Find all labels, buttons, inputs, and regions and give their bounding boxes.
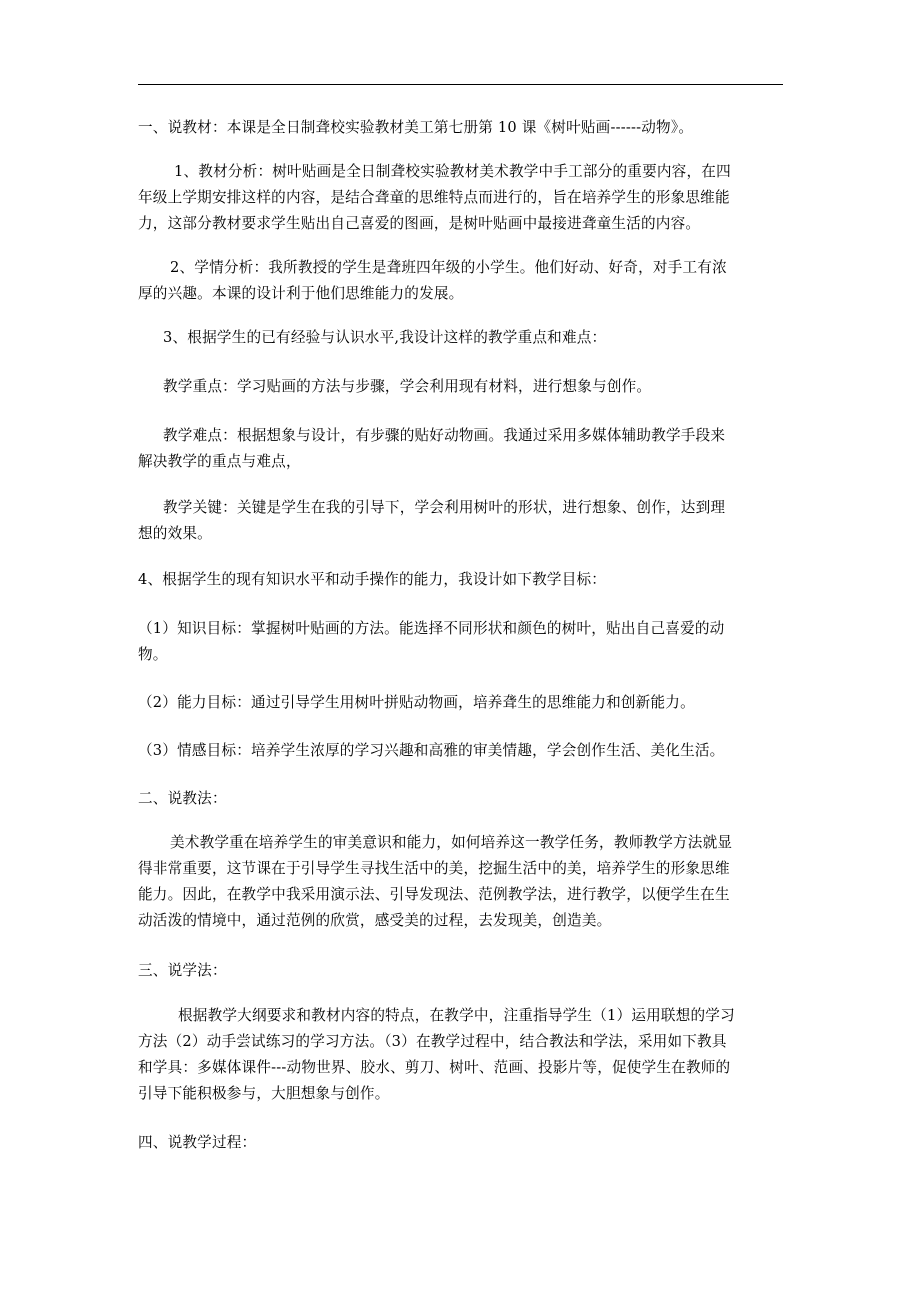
text-line: 引导下能积极参与，大胆想象与创作。 <box>138 1085 390 1102</box>
teaching-difficulty <box>138 423 784 475</box>
teaching-method-paragraph <box>138 830 784 934</box>
text-line: 年级上学期安排这样的内容，是结合聋童的思维特点而进行的，旨在培养学生的形象思维能 <box>138 189 730 206</box>
header-rule <box>138 84 783 85</box>
text-line: 一、说教材：本课是全日制聋校实验教材美工第七册第 10 课《树叶贴画------动物》。 <box>138 119 694 136</box>
text-line: （2）能力目标：通过引导学生用树叶拼贴动物画，培养聋生的思维能力和创新能力。 <box>138 694 695 711</box>
teaching-focus <box>138 374 784 400</box>
section-1-heading <box>138 115 784 141</box>
section-2-heading <box>138 786 784 812</box>
text-line: 教学关键：关键是学生在我的引导下，学会利用树叶的形状，进行想象、创作，达到理 <box>163 499 726 516</box>
text-line: 方法（2）动手尝试练习的学习方法。（3）在教学过程中，结合教法和学法，采用如下教具 <box>138 1033 727 1050</box>
text-line: （1）知识目标：掌握树叶贴画的方法。能选择不同形状和颜色的树叶，贴出自己喜爱的动 <box>138 620 725 637</box>
text-line: 3、根据学生的已有经验与认识水平,我设计这样的教学重点和难点： <box>163 329 607 346</box>
text-line: （3）情感目标：培养学生浓厚的学习兴趣和高雅的审美情趣，学会创作生活、美化生活。 <box>138 742 725 759</box>
material-analysis-paragraph <box>138 159 784 237</box>
text-line: 想的效果。 <box>138 525 212 542</box>
knowledge-objective <box>138 616 784 668</box>
learning-method-paragraph <box>138 1003 784 1107</box>
text-line: 根据教学大纲要求和教材内容的特点，在教学中，注重指导学生（1）运用联想的学习 <box>178 1007 735 1024</box>
ability-objective <box>138 690 784 716</box>
text-line: 4、根据学生的现有知识水平和动手操作的能力，我设计如下教学目标： <box>138 571 607 588</box>
text-line: 1、教材分析：树叶贴画是全日制聋校实验教材美术教学中手工部分的重要内容，在四 <box>174 163 731 180</box>
emotion-objective <box>138 738 784 764</box>
student-analysis-paragraph <box>138 255 784 307</box>
text-line: 美术教学重在培养学生的审美意识和能力，如何培养这一教学任务，教师教学方法就显 <box>170 834 733 851</box>
text-line: 四、说教学过程： <box>138 1134 257 1151</box>
text-line: 解决教学的重点与难点， <box>138 453 301 470</box>
text-line: 二、说教法： <box>138 790 227 807</box>
key-points-intro <box>138 325 784 351</box>
text-line: 三、说学法： <box>138 962 227 979</box>
text-line: 教学重点：学习贴画的方法与步骤，学会利用现有材料，进行想象与创作。 <box>163 378 652 395</box>
text-line: 得非常重要，这节课在于引导学生寻找生活中的美，挖掘生活中的美，培养学生的形象思维 <box>138 860 730 877</box>
text-line: 物。 <box>138 646 168 663</box>
teaching-key <box>138 495 784 547</box>
section-3-heading <box>138 958 784 984</box>
text-line: 和学具：多媒体课件---动物世界、胶水、剪刀、树叶、范画、投影片等，促使学生在教师的 <box>138 1059 731 1076</box>
section-4-heading <box>138 1130 784 1156</box>
text-line: 厚的兴趣。本课的设计利于他们思维能力的发展。 <box>138 285 464 302</box>
text-line: 动活泼的情境中，通过范例的欣赏，感受美的过程，去发现美，创造美。 <box>138 912 612 929</box>
text-line: 教学难点：根据想象与设计，有步骤的贴好动物画。我通过采用多媒体辅助教学手段来 <box>163 427 726 444</box>
objectives-intro <box>138 567 784 593</box>
text-line: 2、学情分析：我所教授的学生是聋班四年级的小学生。他们好动、好奇，对手工有浓 <box>170 259 727 276</box>
text-line: 力，这部分教材要求学生贴出自己喜爱的图画，是树叶贴画中最接进聋童生活的内容。 <box>138 215 701 232</box>
text-line: 能力。因此，在教学中我采用演示法、引导发现法、范例教学法，进行教学，以便学生在生 <box>138 886 730 903</box>
